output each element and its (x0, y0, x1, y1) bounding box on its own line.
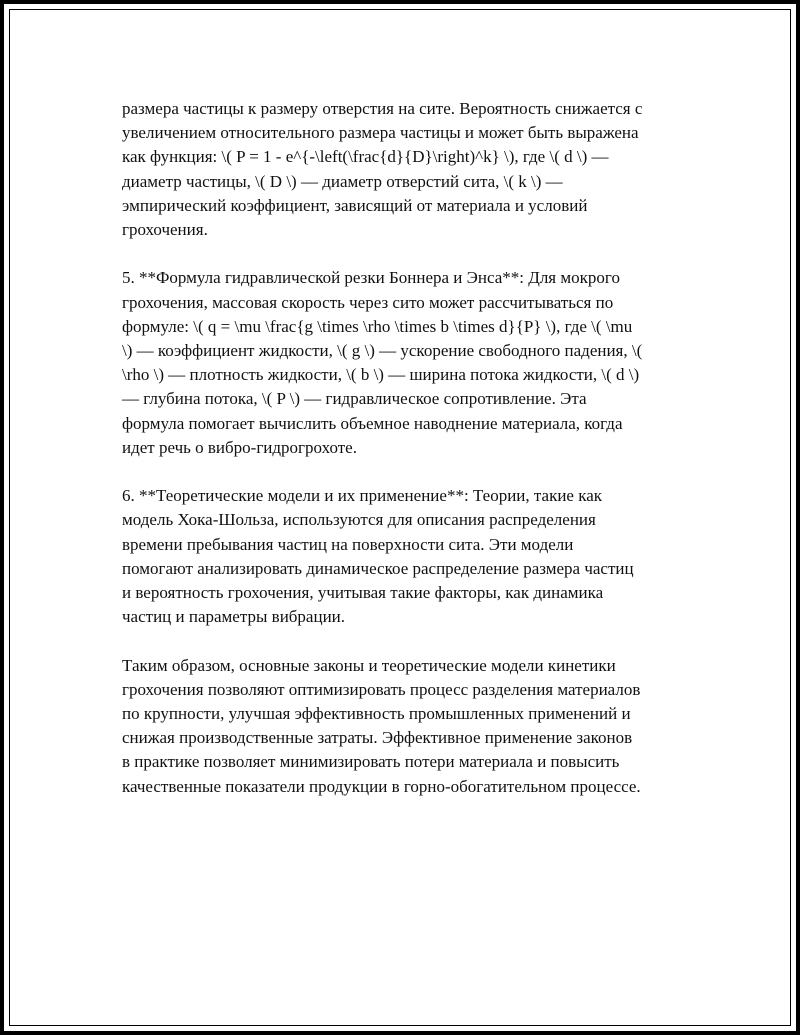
text-line: времени пребывания частиц на поверхности сита. Эти модели (122, 534, 574, 554)
text-line: \) — коэффициент жидкости, \( g \) — ускорение свободного падения, \( (122, 341, 643, 361)
text-line: и вероятность грохочения, учитывая такие факторы, как динамика (122, 583, 604, 603)
paragraph-hydraulic-formula (122, 266, 692, 460)
text-line: модель Хока-Шольза, используются для описания распределения (122, 510, 596, 530)
text-line: 6. **Теоретические модели и их применение**: Теории, такие как (122, 486, 603, 506)
text-line: грохочения, массовая скорость через сито может рассчитываться по (122, 292, 614, 312)
text-line: грохочения позволяют оптимизировать процесс разделения материалов (122, 679, 641, 699)
text-line: \rho \) — плотность жидкости, \( b \) — ширина потока жидкости, \( d \) (122, 365, 640, 385)
text-line: в практике позволяет минимизировать потери материала и повысить (122, 752, 620, 772)
text-line: — глубина потока, \( P \) — гидравлическое сопротивление. Эта (122, 389, 587, 409)
text-line: по крупности, улучшая эффективность промышленных применений и (122, 704, 631, 724)
text-line: увеличением относительного размера частицы и может быть выражена (122, 123, 639, 143)
paragraph-probability (122, 97, 692, 242)
text-line: диаметр частицы, \( D \) — диаметр отверстий сита, \( k \) — (122, 171, 563, 191)
document-body (122, 97, 692, 823)
text-line: формула помогает вычислить объемное наводнение материала, когда (122, 413, 623, 433)
text-line: частиц и параметры вибрации. (122, 607, 346, 627)
text-line: Таким образом, основные законы и теоретические модели кинетики (122, 655, 616, 675)
text-line: как функция: \( P = 1 - e^{-\left(\frac{d}{D}\right)^k} \), где \( d \) — (122, 147, 609, 167)
text-line: формуле: \( q = \mu \frac{g \times \rho \times b \times d}{P} \), где \( \mu (122, 316, 633, 336)
text-line: снижая производственные затраты. Эффективное применение законов (122, 728, 633, 748)
text-line: эмпирический коэффициент, зависящий от материала и условий (122, 195, 588, 215)
text-line: качественные показатели продукции в горно-обогатительном процессе. (122, 776, 641, 796)
text-line: грохочения. (122, 220, 208, 240)
text-line: 5. **Формула гидравлической резки Боннера и Энса**: Для мокрого (122, 268, 620, 288)
paragraph-theoretical-models (122, 484, 692, 629)
text-line: идет речь о вибро-гидрогрохоте. (122, 437, 357, 457)
text-line: помогают анализировать динамическое распределение размера частиц (122, 558, 634, 578)
paragraph-conclusion (122, 654, 692, 799)
text-line: размера частицы к размеру отверстия на сите. Вероятность снижается с (122, 99, 643, 118)
